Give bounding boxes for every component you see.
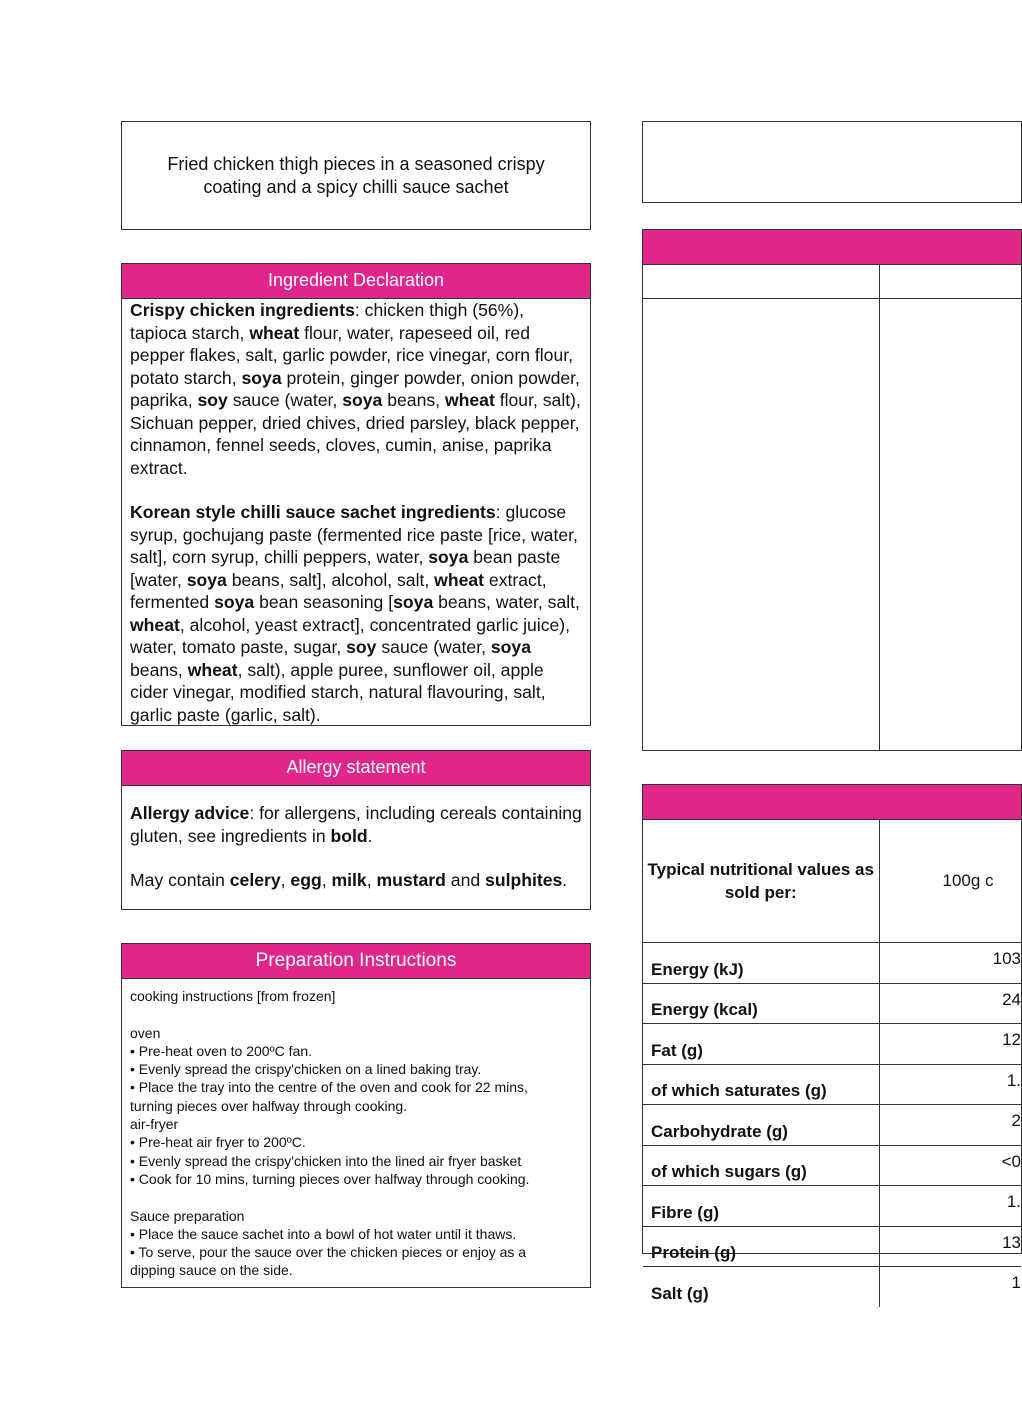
column-divider: [879, 264, 880, 750]
allergy-advice: Allergy advice: for allergens, including cereals containing gluten, see ingredients in bold.: [130, 803, 582, 846]
prep-spacer: [130, 1005, 582, 1023]
nutrition-table: [643, 820, 1021, 1307]
nutrition-row: [643, 943, 1021, 984]
allergy-statement-panel: [121, 750, 591, 910]
nutrition-label: Carbohydrate (g): [643, 1105, 879, 1146]
right-middle-table: [642, 229, 1022, 751]
product-description: Fried chicken thigh pieces in a seasoned crispy coating and a spicy chilli sauce sachet: [167, 153, 545, 197]
nutrition-row: [643, 1105, 1021, 1146]
nutrition-row: [643, 1145, 1021, 1186]
nutrition-row: [643, 1024, 1021, 1065]
prep-line: oven: [130, 1024, 161, 1041]
nutrition-value: 2: [879, 1105, 1021, 1146]
prep-line: Sauce preparation: [130, 1207, 245, 1224]
nutrition-value: 13: [879, 1226, 1021, 1267]
nutrition-label: Salt (g): [643, 1267, 879, 1307]
nutrition-label: Fibre (g): [643, 1186, 879, 1227]
nutrition-row: [643, 983, 1021, 1024]
nutrition-value: <0: [879, 1145, 1021, 1186]
prep-spacer: [130, 1188, 582, 1206]
prep-line: • Pre-heat air fryer to 200ºC.: [130, 1134, 306, 1151]
right-middle-header: [643, 230, 1021, 265]
nutrition-header: [643, 785, 1021, 820]
prep-line: • Evenly spread the crispy'chicken into the lined air fryer basket: [130, 1152, 522, 1169]
nutrition-label: Energy (kcal): [643, 983, 879, 1024]
product-description-box: [121, 121, 591, 230]
nutrition-row: [643, 1064, 1021, 1105]
nutrition-value: 1.: [879, 1064, 1021, 1105]
ingredient-declaration-panel: [121, 263, 591, 726]
nutrition-label: Energy (kJ): [643, 943, 879, 984]
prep-line: • Place the sauce sachet into a bowl of hot water until it thaws.: [130, 1225, 517, 1242]
ingredient-declaration-title: Ingredient Declaration: [122, 264, 590, 299]
right-middle-subheader-row: [643, 264, 1021, 299]
right-top-box: [642, 121, 1022, 203]
nutrition-value: 12: [879, 1024, 1021, 1065]
nutrition-value: 103: [879, 943, 1021, 984]
prep-line: • Place the tray into the centre of the oven and cook for 22 mins,: [130, 1079, 528, 1096]
prep-line: • Evenly spread the crispy'chicken on a lined baking tray.: [130, 1061, 482, 1078]
nutrition-value: 24: [879, 983, 1021, 1024]
prep-line: • To serve, pour the sauce over the chicken pieces or enjoy as a: [130, 1244, 527, 1261]
nutrition-table-panel: [642, 784, 1022, 1303]
prep-line: cooking instructions [from frozen]: [130, 988, 336, 1004]
preparation-instructions-panel: [121, 943, 591, 1288]
nutrition-row: [643, 1186, 1021, 1227]
nutrition-row: [643, 1267, 1021, 1307]
ingredient-text: [122, 299, 590, 726]
prep-line: air-fryer: [130, 1116, 179, 1133]
prep-line: • Pre-heat oven to 200ºC fan.: [130, 1042, 313, 1059]
nutrition-value: 1: [879, 1267, 1021, 1307]
chilli-sauce-ingredients: Korean style chilli sauce sachet ingredients: glucose syrup, gochujang paste (fermented rice paste [rice, water, salt], corn syrup, chilli peppers, water, soya bean paste [water, soya beans, salt], alcohol, salt, wheat extract, fermented soya bean seasoning [soya beans, water, salt, wheat, alcohol, yeast extract], concentrated garlic juice), water, tomato paste, sugar, soy sauce (water, soya beans, wheat, salt), apple puree, sunflower oil, apple cider vinegar, modified starch, natural flavouring, salt, garlic paste (garlic, salt).: [130, 502, 580, 725]
allergy-statement-title: Allergy statement: [122, 751, 590, 786]
nutrition-label: Fat (g): [643, 1024, 879, 1065]
nutrition-header-label: Typical nutritional values as sold per:: [643, 820, 879, 943]
nutrition-header-value: 100g c: [942, 871, 994, 890]
nutrition-label: of which saturates (g): [643, 1064, 879, 1105]
preparation-steps: [122, 979, 590, 1280]
crispy-chicken-ingredients: Crispy chicken ingredients: chicken thigh (56%), tapioca starch, wheat flour, water, rapeseed oil, red pepper flakes, salt, garlic powder, rice vinegar, corn flour, potato starch, soya protein, ginger powder, onion powder, paprika, soy sauce (water, soya beans, wheat flour, salt), Sichuan pepper, dried chives, dried parsley, black pepper, cinnamon, fennel seeds, cloves, cumin, anise, paprika extract.: [130, 300, 581, 478]
nutrition-header-row: [643, 820, 1021, 943]
preparation-instructions-title: Preparation Instructions: [122, 944, 590, 979]
nutrition-label: Protein (g): [643, 1226, 879, 1267]
may-contain-statement: May contain celery, egg, milk, mustard and sulphites.: [130, 870, 568, 890]
prep-line: turning pieces over halfway through cooking.: [130, 1097, 408, 1114]
nutrition-label: of which sugars (g): [643, 1145, 879, 1186]
nutrition-value: 1.: [879, 1186, 1021, 1227]
prep-line: dipping sauce on the side.: [130, 1262, 293, 1279]
prep-line: • Cook for 10 mins, turning pieces over halfway through cooking.: [130, 1170, 530, 1187]
nutrition-row: [643, 1226, 1021, 1267]
